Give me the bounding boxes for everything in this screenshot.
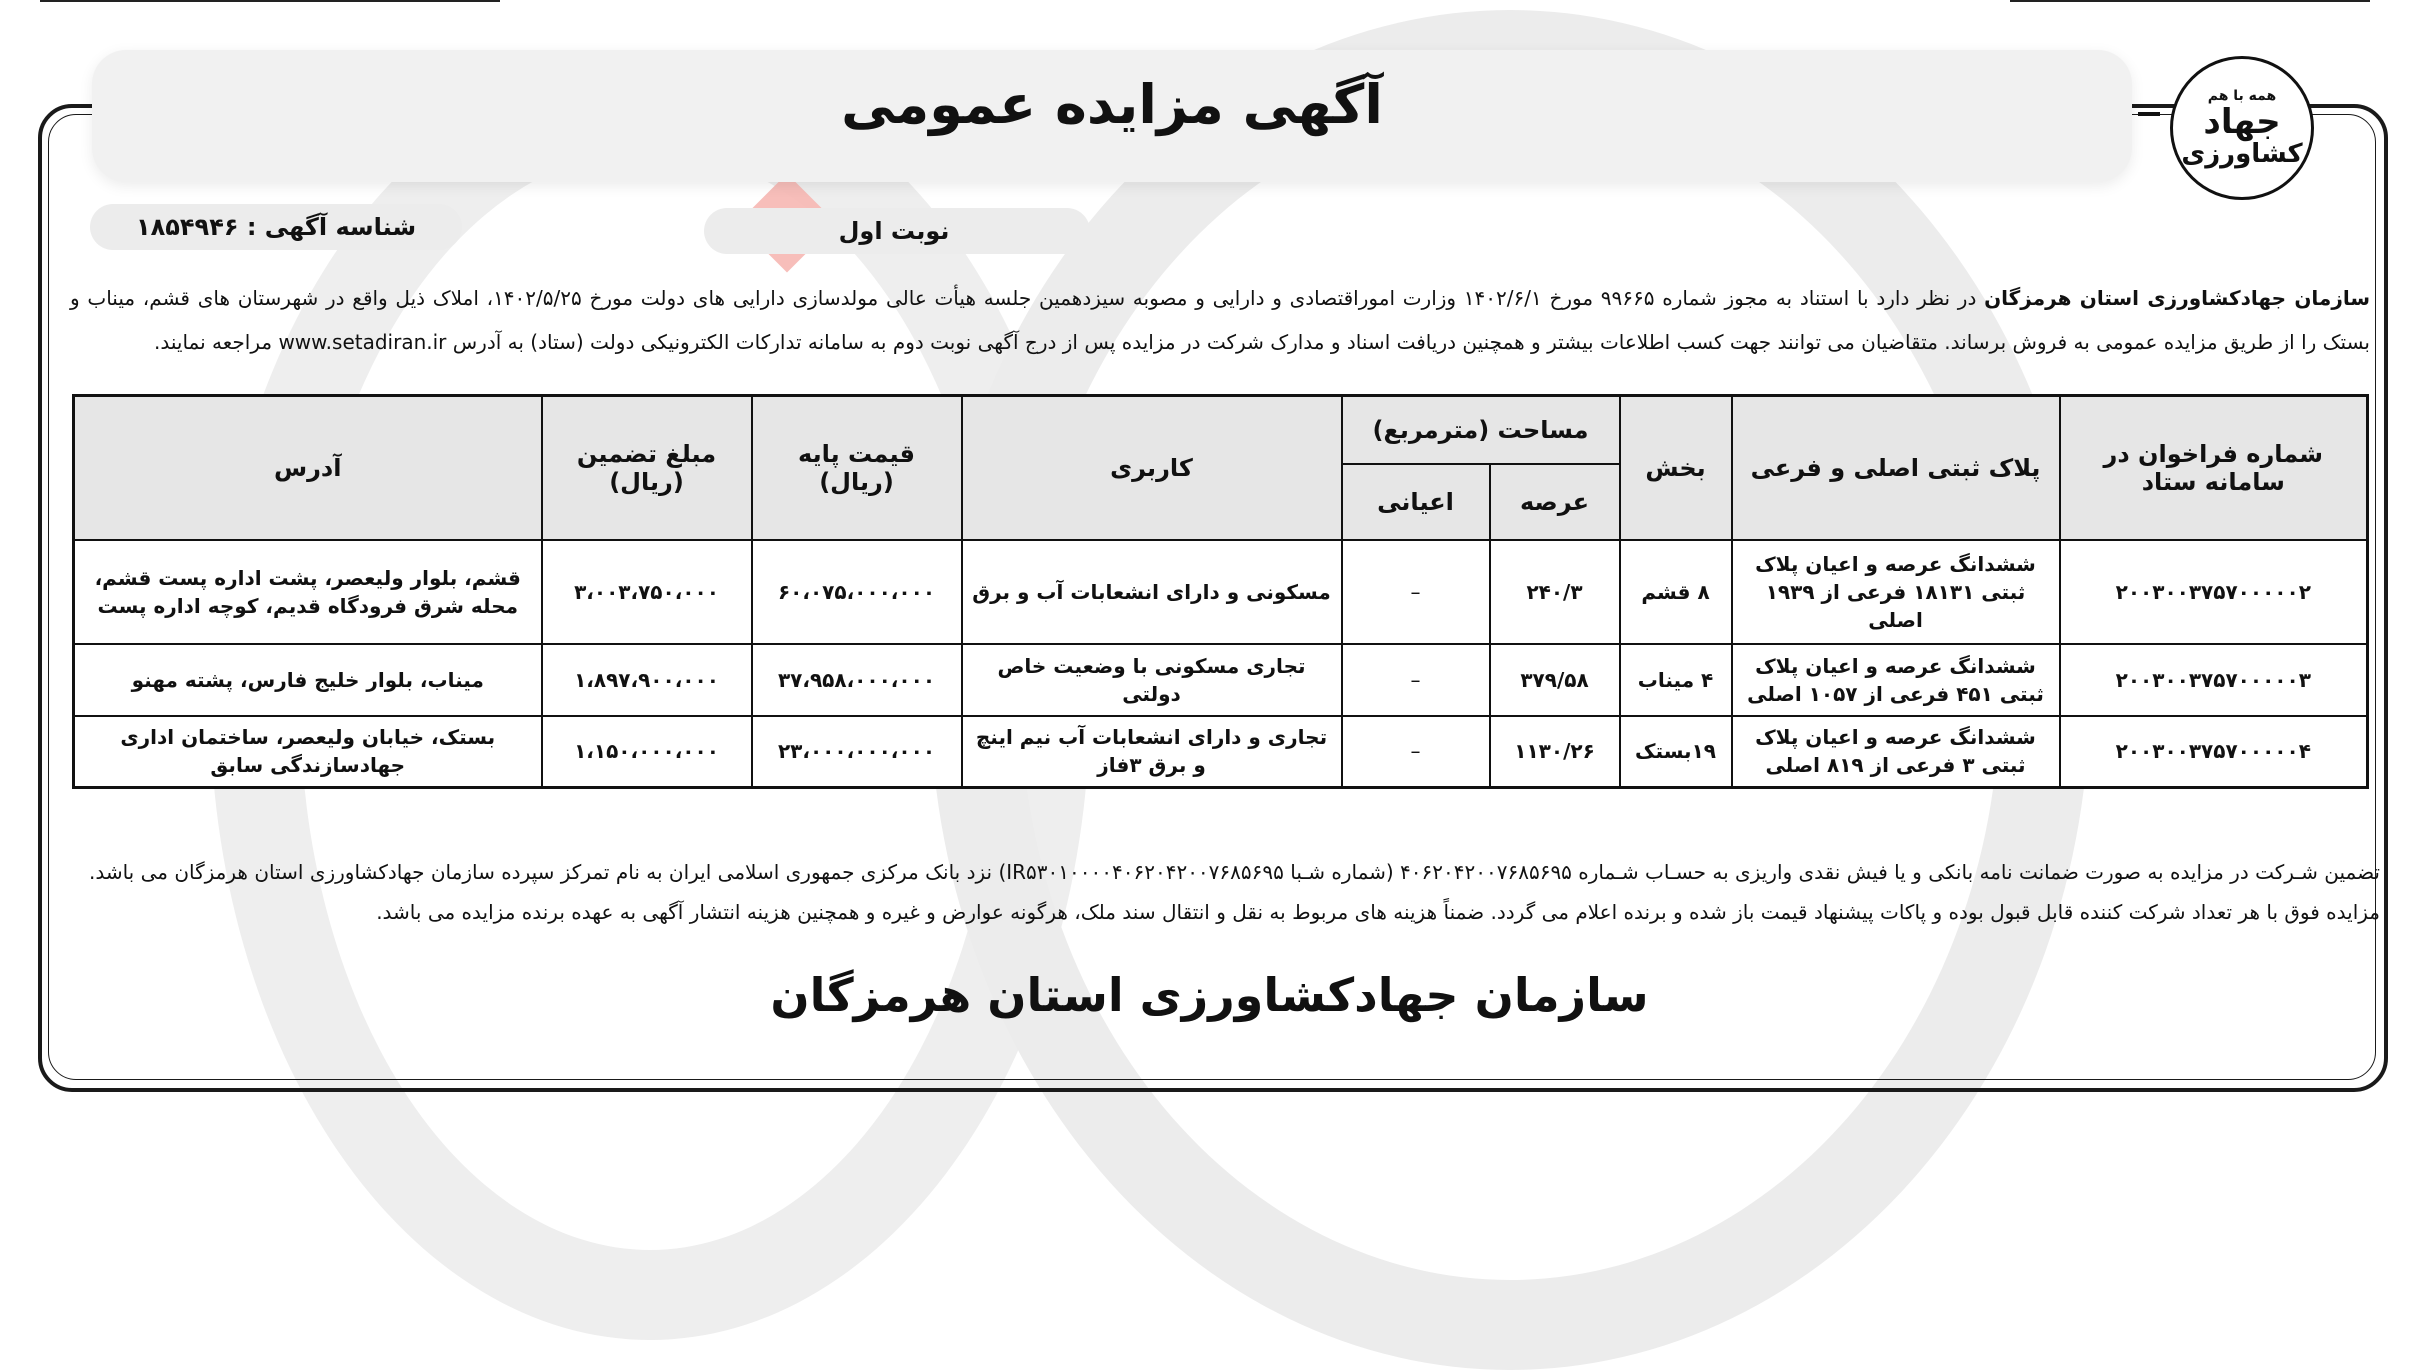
logo-connector [2138,112,2160,116]
top-rule-right [2010,0,2370,2]
logo-word-jahad: جهاد [2203,102,2281,142]
header-usage: کاربری [962,396,1342,540]
cell-address: بستک، خیابان ولیعصر، ساختمان اداری جهادسازندگی سابق [74,716,542,788]
logo-tagline: همه با هم [2207,88,2277,104]
guarantee-note: تضمین شـرکت در مزایده به صورت ضمانت نامه بانکی و یا فیش نقدی واریزی به حسـاب شـماره ۴۰۶۲۰۴۲۰۰۷۶۸۵۶۹۵ (شماره شـبا IR۵۳۰۱۰۰۰۰۴۰۶۲۰۴۲۰۰۷۶۸۵۶۹۵) نزد بانک مرکزی جمهوری اسلامی ایران به نام تمرکز سپرده سازمان جهادکشاورزی استان هرمزگان می باشد. [88,860,2380,884]
cell-area-building: – [1342,644,1490,716]
header-area-group: مساحت (مترمربع) [1342,396,1620,464]
cell-area-building: – [1342,540,1490,644]
header-base-price: قیمت پایه (ریال) [752,396,962,540]
cell-plate: ششدانگ عرصه و اعیان پلاک ثبتی ۴۵۱ فرعی از ۱۰۵۷ اصلی [1732,644,2060,716]
cell-call-no: ۲۰۰۳۰۰۳۷۵۷۰۰۰۰۰۲ [2060,540,2368,644]
cell-call-no: ۲۰۰۳۰۰۳۷۵۷۰۰۰۰۰۴ [2060,716,2368,788]
notice-id-label: شناسه آگهی : ۱۸۵۴۹۴۶ [135,213,417,241]
cell-usage: تجاری مسکونی با وضعیت خاص دولتی [962,644,1342,716]
cell-base-price: ۳۷،۹۵۸،۰۰۰،۰۰۰ [752,644,962,716]
auction-table [72,394,2369,789]
cell-deposit: ۱،۸۹۷،۹۰۰،۰۰۰ [542,644,752,716]
header-address: آدرس [74,396,542,540]
logo-word-keshavarzi: کشاورزی [2181,139,2303,169]
cell-section: ۴ میناب [1620,644,1732,716]
intro-text: در نظر دارد با استناد به مجوز شماره ۹۹۶۶۵ مورخ ۱۴۰۲/۶/۱ وزارت اموراقتصادی و دارایی و مصوبه سیزدهمین جلسه هیأت عالی مولدسازی دارایی های دولت مورخ ۱۴۰۲/۵/۲۵، املاک ذیل واقع در شهرستان های قشم، میناب و بستک را از طریق مزایده عمومی به فروش برساند. متقاضیان می توانند جهت کسب اطلاعات بیشتر و همچنین دریافت اسناد و مدارک شرکت در مزایده پس از درج آگهی نوبت دوم به سامانه تدارکات الکترونیکی دولت (ستاد) به آدرس www.setadiran.ir مراجعه نمایند. [70,286,2370,354]
cell-deposit: ۱،۱۵۰،۰۰۰،۰۰۰ [542,716,752,788]
cell-plate: ششدانگ عرصه و اعیان پلاک ثبتی ۳ فرعی از ۸۱۹ اصلی [1732,716,2060,788]
cell-call-no: ۲۰۰۳۰۰۳۷۵۷۰۰۰۰۰۳ [2060,644,2368,716]
cell-deposit: ۳،۰۰۳،۷۵۰،۰۰۰ [542,540,752,644]
cell-address: قشم، بلوار ولیعصر، پشت اداره پست قشم، محله شرق فرودگاه قدیم، کوچه اداره پست [74,540,542,644]
table-row [74,644,2368,716]
cell-address: میناب، بلوار خلیج فارس، پشته مهنو [74,644,542,716]
top-rule-left [40,0,500,2]
table-row [74,540,2368,644]
cell-section: ۱۹بستک [1620,716,1732,788]
cell-area-land: ۳۷۹/۵۸ [1490,644,1620,716]
header-area-land: عرصه [1490,464,1620,540]
title-banner [92,50,2132,182]
header-call-no: شماره فراخوان در سامانه ستاد [2060,396,2368,540]
header-deposit: مبلغ تضمین (ریال) [542,396,752,540]
table-row [74,716,2368,788]
page-title: آگهی مزایده عمومی [841,72,1383,136]
cell-area-land: ۱۱۳۰/۲۶ [1490,716,1620,788]
cell-usage: تجاری و دارای انشعابات آب نیم اینچ و برق ۳فاز [962,716,1342,788]
cell-area-building: – [1342,716,1490,788]
intro-org-name: سازمان جهادکشاورزی استان هرمزگان [1984,286,2371,310]
round-label: نوبت اول [838,217,950,245]
cell-plate: ششدانگ عرصه و اعیان پلاک ثبتی ۱۸۱۳۱ فرعی از ۱۹۳۹ اصلی [1732,540,2060,644]
header-section: بخش [1620,396,1732,540]
intro-paragraph [70,276,2370,364]
cell-base-price: ۶۰،۰۷۵،۰۰۰،۰۰۰ [752,540,962,644]
cell-area-land: ۲۴۰/۳ [1490,540,1620,644]
cell-usage: مسکونی و دارای انشعابات آب و برق [962,540,1342,644]
cell-section: ۸ قشم [1620,540,1732,644]
notice-id-badge [90,204,462,250]
jahad-logo [2170,56,2314,200]
terms-note: مزایده فوق با هر تعداد شرکت کننده قابل قبول بوده و پاکات پیشنهاد قیمت باز شده و برنده اعلام می گردد. ضمناً هزینه های مربوط به نقل و انتقال سند ملک، هرگونه عوارض و غیره و همچنین هزینه انتشار آگهی به عهده برنده مزایده می باشد. [376,900,2380,924]
header-area-building: اعیانی [1342,464,1490,540]
header-plate: پلاک ثبتی اصلی و فرعی [1732,396,2060,540]
issuer-signature: سازمان جهادکشاورزی استان هرمزگان [770,968,1649,1022]
cell-base-price: ۲۳،۰۰۰،۰۰۰،۰۰۰ [752,716,962,788]
round-badge [704,208,1090,254]
